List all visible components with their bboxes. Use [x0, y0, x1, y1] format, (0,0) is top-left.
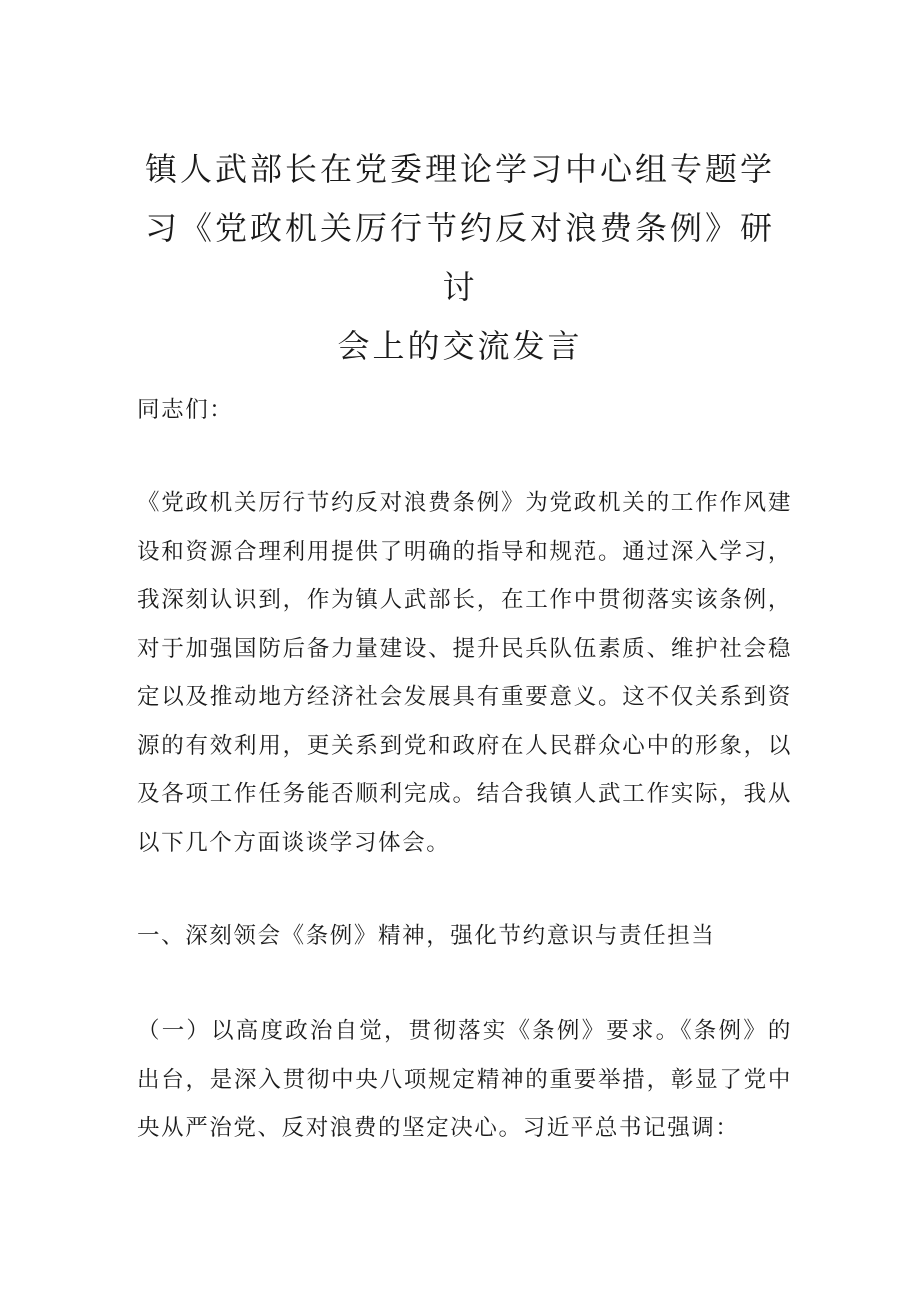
salutation: 同志们： — [137, 397, 234, 423]
title-line-1: 镇人武部长在党委理论学习中心组专题学 — [144, 150, 775, 188]
document-title — [140, 140, 780, 376]
title-line-3: 会上的交流发言 — [337, 327, 583, 365]
body-paragraph-1: 《党政机关厉行节约反对浪费条例》为党政机关的工作作风建设和资源合理利用提供了明确的指导和规范。通过深入学习，我深刻认识到，作为镇人武部长，在工作中贯彻落实该条例，对于加强国防后备力量建设、提升民兵队伍素质、维护社会稳定以及推动地方经济社会发展具有重要意义。这不仅关系到资源的有效利用，更关系到党和政府在人民群众心中的形象，以及各项工作任务能否顺利完成。结合我镇人武工作实际，我从以下几个方面谈谈学习体会。 — [137, 490, 792, 856]
title-line-2: 习《党政机关厉行节约反对浪费条例》研讨 — [144, 209, 775, 306]
section-heading-1: 一、深刻领会《条例》精神，强化节约意识与责任担当 — [137, 923, 716, 949]
body-paragraph-2: （一）以高度政治自觉，贯彻落实《条例》要求。《条例》的出台，是深入贯彻中央八项规定精神的重要举措，彰显了党中央从严治党、反对浪费的坚定决心。习近平总书记强调： — [137, 1018, 792, 1141]
